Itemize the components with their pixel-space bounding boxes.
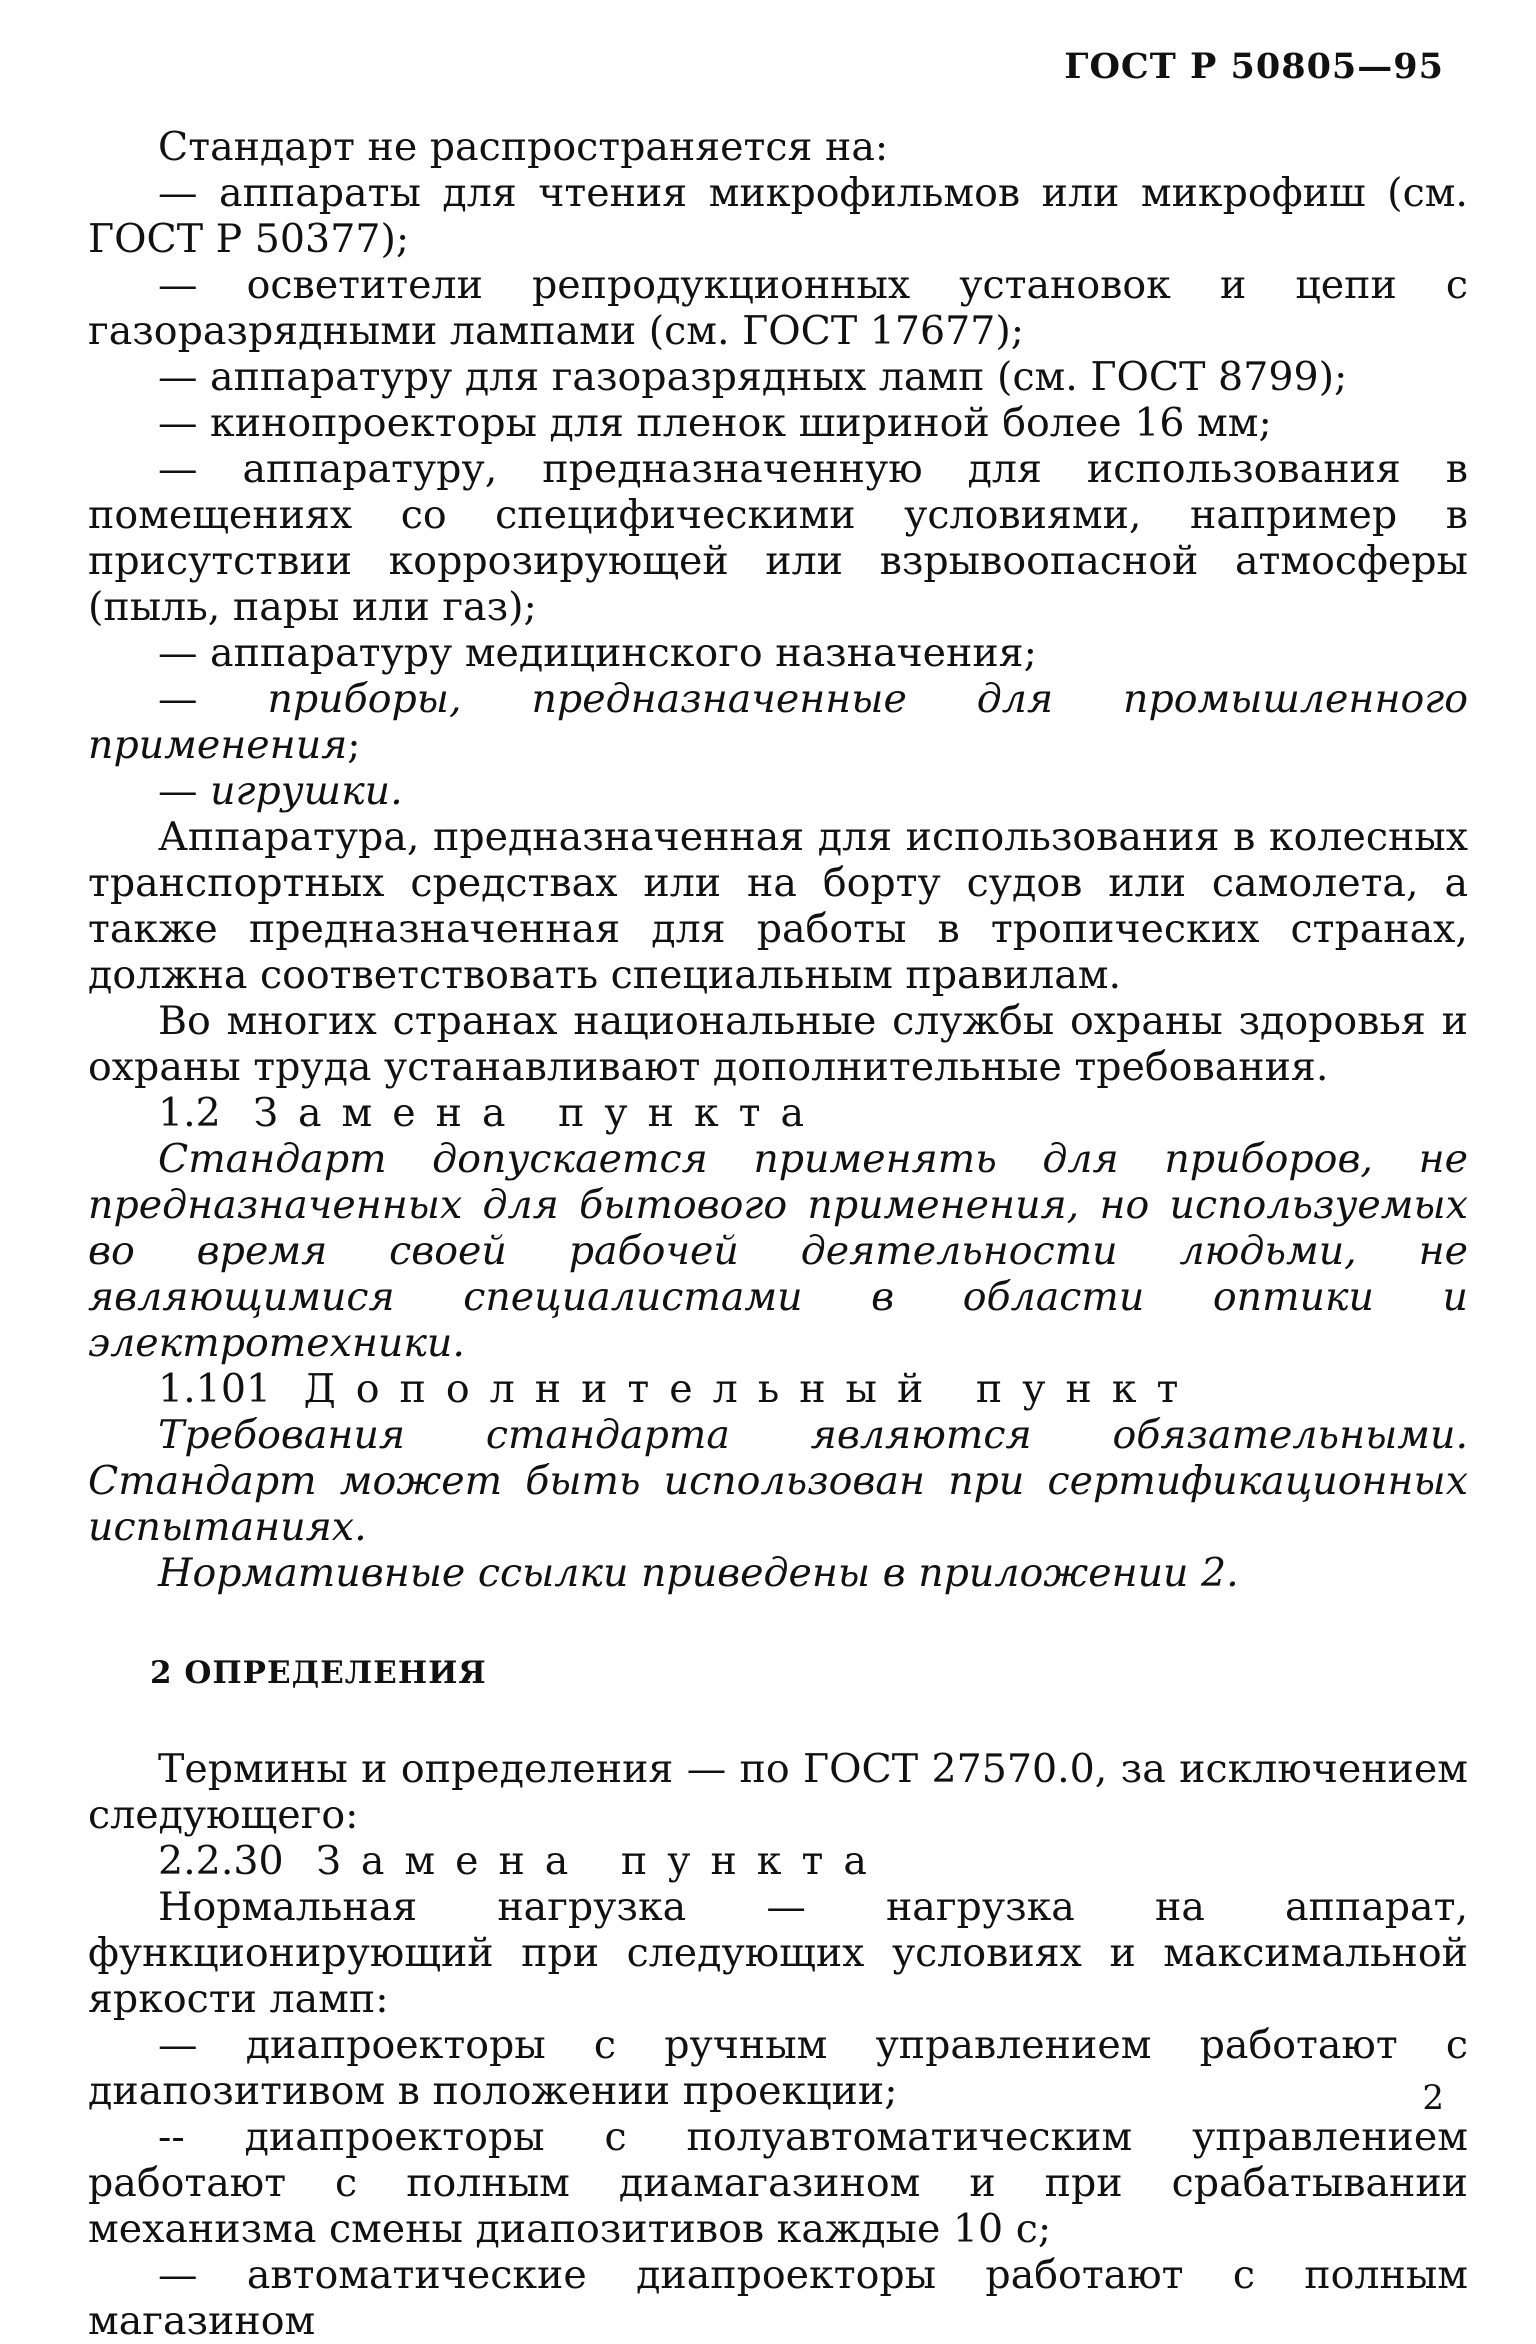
list-item-toys [88,768,1468,814]
paragraph-mandatory-requirements: Требования стандарта являются обязательными. Стандарт может быть использован при сертификационных испытаниях. [88,1412,1468,1550]
page-number: 2 [1422,2078,1444,2118]
clause-heading-text: Замена пункта [253,1090,825,1136]
paragraph-terms-definitions: Термины и определения — по ГОСТ 27570.0, за исключением следующего: [88,1746,1468,1838]
clause-number: 2.2.30 [158,1838,284,1884]
toys-text: игрушки. [210,768,403,814]
document-body [88,124,1468,2344]
document-code-header: ГОСТ Р 50805—95 [1064,46,1444,87]
list-dash: — [158,676,268,722]
clause-heading-text: Дополнительный пункт [303,1366,1199,1412]
clause-heading-1-101 [88,1366,1468,1412]
clause-heading-1-2 [88,1090,1468,1136]
paragraph-scope-intro: Стандарт не распространяется на: [158,124,889,170]
clause-heading-2-2-30 [88,1838,1468,1884]
paragraph-normal-load: Нормальная нагрузка — нагрузка на аппарат, функционирующий при следующих условиях и максимальной яркости ламп: [88,1884,1468,2022]
list-item-industrial-devices [88,676,1468,768]
list-item-film-projectors: — кинопроекторы для пленок шириной более 16 мм; [158,400,1272,446]
list-item-reprographic-lighting: — осветители репродукционных установок и цепи с газоразрядными лампами (см. ГОСТ 17677); [88,262,1468,354]
list-item-medical-equipment: — аппаратуру медицинского назначения; [158,630,1037,676]
list-dash: — [158,768,211,814]
clause-number: 1.2 [158,1090,221,1136]
list-item-manual-projectors: — диапроекторы с ручным управлением работают с диапозитивом в положении проекции; [88,2022,1468,2114]
list-item-semiautomatic-projectors: -- диапроекторы с полуавтоматическим управлением работают с полным диамагазином и при срабатывании механизма смены диапозитивов каждые 10 с; [88,2114,1468,2252]
list-item-special-conditions: — аппаратуру, предназначенную для использования в помещениях со специфическими условиями, например в присутствии коррозирующей или взрывоопасной атмосферы (пыль, пары или газ); [88,446,1468,630]
paragraph-clause-1-2-text: Стандарт допускается применять для приборов, не предназначенных для бытового применения, но используемых во время своей рабочей деятельности людьми, не являющимися специалистами в области оптики и электротехники. [88,1136,1468,1366]
list-item-microfilm-readers: — аппараты для чтения микрофильмов или микрофиш (см. ГОСТ Р 50377); [88,170,1468,262]
section-heading-definitions: 2 ОПРЕДЕЛЕНИЯ [150,1655,487,1691]
paragraph-vehicles-ships: Аппаратура, предназначенная для использования в колесных транспортных средствах или на борту судов или самолета, а также предназначенная для работы в тропических странах, должна соответствовать специальным правилам. [88,814,1468,998]
paragraph-normative-references: Нормативные ссылки приведены в приложении 2. [158,1550,1239,1596]
list-item-discharge-lamp-equipment: — аппаратуру для газоразрядных ламп (см. ГОСТ 8799); [158,354,1348,400]
paragraph-national-services: Во многих странах национальные службы охраны здоровья и охраны труда устанавливают дополнительные требования. [88,998,1468,1090]
clause-heading-text: Замена пункта [316,1838,887,1884]
list-item-automatic-projectors: — автоматические диапроекторы работают с полным магазином [88,2252,1468,2344]
list-item-end-punct: ; [347,722,361,768]
clause-number: 1.101 [158,1366,272,1412]
industrial-devices-text: приборы, предназначенные для промышленного применения [88,676,1468,768]
